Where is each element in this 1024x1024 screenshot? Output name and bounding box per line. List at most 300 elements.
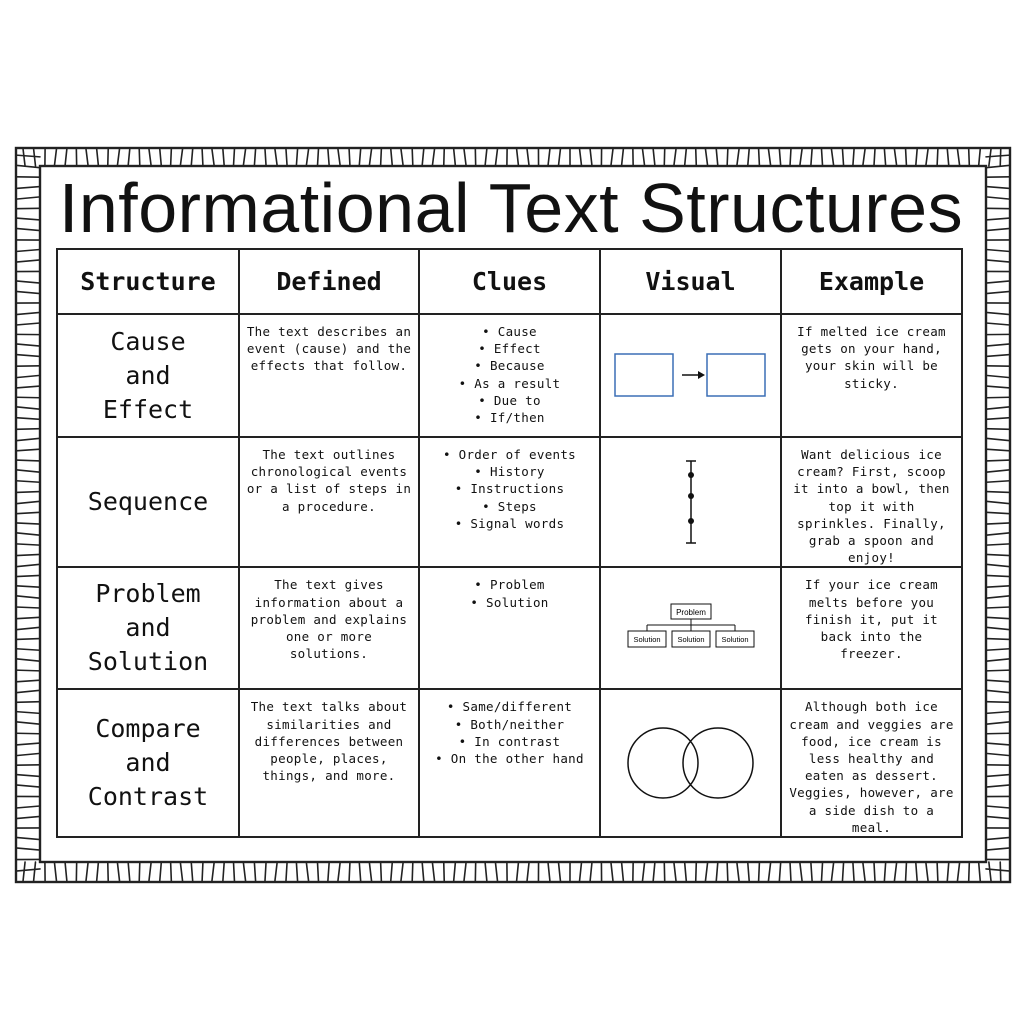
border-rung [790, 862, 791, 882]
border-rung [16, 743, 40, 745]
border-rung [369, 862, 371, 882]
border-rung [16, 218, 40, 220]
solution-box-label: Solution [676, 635, 705, 645]
border-rung [517, 862, 519, 882]
border-rung [821, 862, 822, 882]
border-rung [759, 862, 760, 882]
border-rung [957, 148, 959, 166]
border-rung [265, 148, 266, 166]
structure-word: Compare [95, 714, 201, 744]
border-rung [853, 862, 854, 882]
border-rung [906, 862, 907, 882]
border-rung [97, 862, 99, 882]
border-rung [317, 862, 318, 882]
border-rung [874, 862, 875, 882]
border-rung [894, 862, 896, 882]
border-rung [527, 148, 529, 166]
border-rung [16, 438, 40, 440]
border-rung [139, 862, 140, 882]
border-rung [128, 862, 130, 882]
clues-list-cell [419, 314, 600, 437]
border-rung [986, 249, 1010, 251]
table-row [57, 567, 962, 689]
border-rung [16, 659, 40, 661]
border-rung [16, 617, 40, 618]
clue-item: • As a result [426, 375, 593, 392]
border-rung [16, 544, 40, 545]
border-rung [986, 260, 1010, 262]
structure-name [57, 689, 239, 837]
border-rung [926, 148, 928, 166]
border-rung [653, 148, 655, 166]
structure-word: Problem [95, 579, 201, 609]
border-rung [317, 148, 318, 166]
border-rung [349, 148, 350, 166]
clues-list-cell [419, 437, 600, 567]
arrow-head-icon [698, 371, 705, 379]
border-rung [986, 837, 1010, 839]
border-rung [381, 148, 382, 166]
border-rung [779, 148, 780, 166]
clue-item: • On the other hand [426, 750, 593, 767]
border-rung [16, 429, 40, 430]
border-rung [986, 501, 1010, 503]
problem-solution-tree [626, 601, 756, 655]
border-rung [986, 753, 1010, 755]
border-rung [54, 148, 56, 166]
border-rung [986, 806, 1010, 808]
solution-box-label: Solution [632, 635, 661, 645]
structure-word: Effect [102, 394, 194, 424]
venn-circle-right [683, 728, 753, 798]
border-rung [296, 862, 297, 882]
border-rung [254, 148, 255, 166]
border-rung [117, 148, 119, 166]
border-rung [986, 586, 1010, 587]
table-header-row [57, 249, 962, 314]
header-structure: Structure [57, 249, 239, 314]
border-rung [986, 775, 1010, 777]
clues-list [426, 698, 593, 767]
border-rung [16, 344, 40, 346]
border-rung [916, 862, 917, 882]
border-rung [986, 355, 1010, 357]
border-rung [16, 586, 40, 587]
border-rung [171, 862, 172, 882]
table-row [57, 314, 962, 437]
compare-contrast-visual [600, 689, 781, 837]
timeline-diagram [671, 455, 711, 549]
border-rung [495, 862, 497, 882]
border-rung [674, 148, 676, 166]
border-rung [117, 862, 119, 882]
border-rung [16, 281, 40, 283]
border-rung [191, 862, 193, 882]
table-row [57, 437, 962, 567]
border-rung [906, 148, 907, 166]
border-rung [986, 281, 1010, 283]
timeline-point [688, 493, 694, 499]
border-rung [842, 862, 843, 882]
border-rung [422, 148, 424, 166]
structure-name [57, 437, 239, 567]
border-rung [737, 862, 739, 882]
border-rung [1000, 148, 1001, 166]
border-rung [16, 492, 40, 493]
clues-list [426, 323, 593, 426]
border-rung [495, 148, 497, 166]
border-rung [548, 148, 550, 166]
border-rung [275, 862, 277, 882]
border-rung [926, 862, 928, 882]
definition-text: The text gives information about a problem and explains one or more solutions. [239, 567, 419, 689]
border-rung [432, 148, 434, 166]
border-rung [986, 670, 1010, 671]
cause-effect-visual [600, 314, 781, 437]
clue-item: • History [426, 463, 593, 480]
border-rung [986, 722, 1010, 724]
border-rung [422, 862, 424, 882]
border-rung [986, 481, 1010, 482]
border-rung [233, 148, 234, 166]
border-rung [957, 862, 959, 882]
clue-item: • Both/neither [426, 716, 593, 733]
border-rung [16, 165, 40, 167]
border-rung [937, 862, 938, 882]
problem-solution-visual [600, 567, 781, 689]
border-rung [171, 148, 172, 166]
example-text: Want delicious ice cream? First, scoop it into a bowl, then top it with sprinkles. Finally, grab a spoon and enjoy! [781, 437, 962, 567]
border-rung [338, 148, 340, 166]
border-rung [986, 607, 1010, 608]
structure-name [57, 567, 239, 689]
border-rung [275, 148, 277, 166]
border-rung [432, 862, 434, 882]
border-rung [863, 862, 865, 882]
border-rung [128, 148, 130, 166]
border-rung [485, 148, 487, 166]
border-rung [986, 375, 1010, 377]
border-rung [16, 785, 40, 787]
header-defined: Defined [239, 249, 419, 314]
border-rung [986, 187, 1010, 189]
example-text: Although both ice cream and veggies are food, ice cream is less healthy and eaten as dessert. Veggies, however, are a side dish to a meal. [781, 689, 962, 837]
border-rung [947, 862, 949, 882]
border-rung [54, 862, 56, 882]
definition-text: The text describes an event (cause) and the effects that follow. [239, 314, 419, 437]
border-rung [986, 816, 1010, 818]
border-rung [265, 862, 266, 882]
border-rung [821, 148, 822, 166]
border-rung [359, 862, 360, 882]
border-rung [160, 862, 162, 882]
border-rung [16, 775, 40, 777]
border-rung [149, 148, 151, 166]
definition-text: The text talks about similarities and differences between people, places, things, and more. [239, 689, 419, 837]
border-rung [34, 862, 36, 882]
example-text: If melted ice cream gets on your hand, your skin will be sticky. [781, 314, 962, 437]
border-rung [454, 862, 456, 882]
border-rung [986, 492, 1010, 493]
border-rung [986, 523, 1010, 524]
border-rung [986, 449, 1010, 451]
border-rung [243, 148, 245, 166]
border-rung [16, 355, 40, 357]
border-rung [969, 862, 970, 882]
border-rung [16, 197, 40, 199]
border-rung [685, 862, 687, 882]
border-rung [642, 148, 644, 166]
border-rung [97, 148, 99, 166]
border-rung [590, 862, 592, 882]
solution-box-label: Solution [720, 635, 749, 645]
structure-word: and [125, 613, 171, 643]
border-rung [716, 148, 718, 166]
border-rung [233, 862, 234, 882]
border-rung [986, 680, 1010, 682]
border-rung [986, 291, 1010, 293]
problem-box-label: Problem [675, 608, 706, 618]
clue-item: • Instructions [426, 480, 593, 497]
border-rung [590, 148, 592, 166]
border-rung [16, 680, 40, 682]
border-rung [16, 397, 40, 398]
header-example: Example [781, 249, 962, 314]
structure-word: and [125, 360, 171, 390]
border-rung [296, 148, 297, 166]
sequence-visual [600, 437, 781, 567]
clues-list-cell [419, 567, 600, 689]
border-rung [916, 148, 917, 166]
border-rung [884, 862, 885, 882]
border-rung [727, 862, 728, 882]
border-rung [831, 148, 833, 166]
border-rung [286, 862, 287, 882]
border-rung [979, 862, 981, 882]
border-rung [212, 862, 214, 882]
venn-diagram [621, 725, 761, 801]
border-rung [191, 148, 193, 166]
clue-item: • Steps [426, 498, 593, 515]
border-rung [986, 312, 1010, 314]
border-rung [202, 862, 203, 882]
border-rung [16, 155, 40, 157]
border-rung [16, 554, 40, 555]
border-rung [412, 148, 413, 166]
clue-item: • Cause [426, 323, 593, 340]
border-rung [811, 862, 812, 882]
border-rung [947, 148, 949, 166]
timeline-point [688, 518, 694, 524]
border-rung [23, 862, 25, 882]
border-rung [16, 690, 40, 692]
border-rung [969, 148, 970, 166]
border-rung [558, 148, 560, 166]
border-rung [16, 712, 40, 714]
border-rung [642, 862, 644, 882]
border-rung [527, 862, 529, 882]
structure-word: Solution [87, 647, 209, 677]
border-rung [16, 564, 40, 566]
border-rung [16, 806, 40, 808]
border-rung [811, 148, 812, 166]
border-rung [16, 512, 40, 513]
border-rung [16, 228, 40, 230]
clue-item: • Due to [426, 392, 593, 409]
clue-item: • Problem [426, 576, 593, 593]
clues-list [426, 446, 593, 532]
border-rung [23, 148, 25, 166]
clue-item: • Solution [426, 594, 593, 611]
table-row [57, 689, 962, 837]
border-rung [16, 260, 40, 262]
border-rung [759, 148, 760, 166]
border-rung [16, 386, 40, 388]
border-rung [986, 785, 1010, 787]
border-rung [286, 148, 287, 166]
border-rung [800, 862, 802, 882]
border-rung [16, 501, 40, 503]
venn-circle-left [628, 728, 698, 798]
border-rung [16, 869, 40, 871]
border-rung [779, 862, 780, 882]
border-rung [160, 148, 162, 166]
border-rung [16, 460, 40, 461]
border-rung [986, 407, 1010, 409]
border-rung [611, 148, 613, 166]
border-rung [16, 639, 40, 640]
border-rung [16, 649, 40, 651]
border-rung [986, 512, 1010, 513]
clues-list-cell [419, 689, 600, 837]
border-rung [359, 148, 360, 166]
border-rung [306, 862, 308, 882]
structure-word: and [125, 748, 171, 778]
border-rung [369, 148, 371, 166]
border-rung [16, 481, 40, 482]
border-rung [16, 627, 40, 629]
border-rung [696, 862, 697, 882]
border-rung [464, 862, 466, 882]
border-rung [16, 449, 40, 451]
border-rung [986, 564, 1010, 566]
border-rung [696, 148, 697, 166]
border-rung [180, 862, 182, 882]
border-rung [412, 862, 413, 882]
example-text: If your ice cream melts before you finish it, put it back into the freezer. [781, 567, 962, 689]
border-rung [705, 862, 707, 882]
border-rung [381, 862, 382, 882]
border-rung [16, 470, 40, 472]
structure-name [57, 314, 239, 437]
border-rung [454, 148, 456, 166]
border-rung [986, 554, 1010, 555]
border-rung [986, 702, 1010, 703]
border-rung [16, 722, 40, 724]
border-rung [579, 148, 581, 166]
effect-box [707, 354, 765, 396]
border-rung [986, 649, 1010, 651]
border-rung [716, 862, 718, 882]
border-rung [986, 418, 1010, 420]
structure-word: Cause [110, 326, 186, 356]
header-clues: Clues [419, 249, 600, 314]
border-rung [349, 862, 350, 882]
clue-item: • Effect [426, 340, 593, 357]
structure-word: Contrast [87, 782, 209, 812]
border-rung [874, 148, 875, 166]
border-rung [16, 291, 40, 293]
border-rung [989, 862, 991, 882]
clue-item: • Because [426, 357, 593, 374]
clue-item: • If/then [426, 409, 593, 426]
border-rung [986, 659, 1010, 661]
border-rung [243, 862, 245, 882]
text-structures-table [56, 248, 963, 838]
border-rung [139, 148, 140, 166]
clue-item: • Order of events [426, 446, 593, 463]
border-rung [16, 702, 40, 703]
border-rung [401, 148, 403, 166]
border-rung [653, 862, 655, 882]
border-rung [986, 712, 1010, 714]
border-rung [986, 470, 1010, 472]
border-rung [16, 837, 40, 839]
border-rung [986, 438, 1010, 440]
border-rung [16, 848, 40, 850]
border-rung [548, 862, 550, 882]
border-rung [223, 862, 224, 882]
border-rung [986, 218, 1010, 220]
border-rung [768, 148, 770, 166]
border-rung [937, 148, 938, 166]
border-rung [853, 148, 854, 166]
border-rung [1000, 862, 1001, 882]
border-rung [464, 148, 466, 166]
border-rung [986, 743, 1010, 745]
border-rung [986, 690, 1010, 692]
border-rung [831, 862, 833, 882]
border-rung [517, 148, 519, 166]
border-rung [986, 397, 1010, 398]
border-rung [986, 575, 1010, 576]
border-rung [863, 148, 865, 166]
border-rung [16, 753, 40, 755]
border-rung [65, 862, 67, 882]
border-rung [611, 862, 613, 882]
border-rung [986, 344, 1010, 346]
border-rung [16, 670, 40, 671]
border-rung [306, 148, 308, 166]
clue-item: • Signal words [426, 515, 593, 532]
border-rung [727, 148, 728, 166]
border-rung [674, 862, 676, 882]
border-rung [705, 148, 707, 166]
border-rung [748, 148, 750, 166]
border-rung [790, 148, 791, 166]
border-rung [979, 148, 981, 166]
border-rung [622, 862, 624, 882]
border-rung [16, 575, 40, 576]
border-rung [842, 148, 843, 166]
structure-word: Sequence [87, 487, 209, 517]
border-rung [986, 533, 1010, 535]
clues-list [426, 576, 593, 610]
border-rung [748, 862, 750, 882]
definition-text: The text outlines chronological events or a list of steps in a procedure. [239, 437, 419, 567]
page-title: Informational Text Structures [58, 169, 964, 247]
border-rung [894, 148, 896, 166]
